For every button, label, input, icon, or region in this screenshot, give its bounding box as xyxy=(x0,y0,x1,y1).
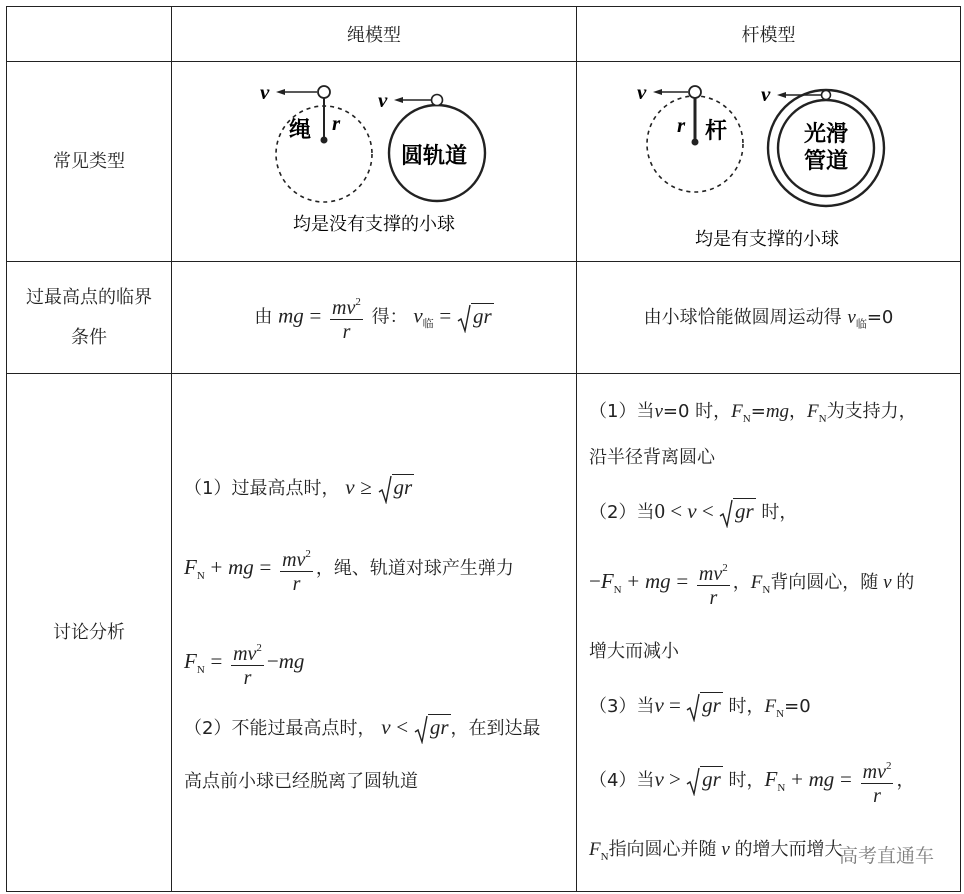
math-mg: mg xyxy=(644,569,671,593)
rod-analysis-line6: （3）当v = gr 时，$F_N=0$ xyxy=(589,692,811,726)
rope-critical-prefix: 由 xyxy=(254,306,273,328)
fraction: $\frac{mv^2}{r}$ xyxy=(231,637,264,690)
rod-analysis-cell xyxy=(577,374,961,892)
rope-analysis-line5: 高点前小球已经脱离了圆轨道 xyxy=(184,771,418,792)
physics-table xyxy=(6,6,961,892)
math-v: v xyxy=(381,715,391,739)
rod-center-dot xyxy=(692,139,699,146)
math-gr: gr xyxy=(702,767,721,791)
rope-note: 均是没有支撑的小球 xyxy=(293,214,455,235)
tube-v-label: v xyxy=(761,82,771,106)
rod-figure xyxy=(577,62,961,262)
rod-r-label: r xyxy=(677,113,686,137)
text: （2）当 xyxy=(589,502,655,523)
rod-types-cell xyxy=(577,62,961,262)
fraction: $\frac{mv^2}{r}$ xyxy=(280,543,313,596)
rod-analysis-line3: （2）当0 < v < gr 时， xyxy=(589,498,797,528)
math-gr: gr xyxy=(734,499,754,523)
text: =0 xyxy=(784,696,811,717)
math-fn: $F_N$ xyxy=(600,569,622,597)
text: =0 时， xyxy=(662,401,732,422)
rope-critical-sub: 临 xyxy=(422,317,434,331)
sqrt-symbol xyxy=(719,498,733,528)
header-rope: 绳模型 xyxy=(172,7,577,62)
math-fn: $F_N$ xyxy=(807,401,827,425)
math-v: v xyxy=(654,693,664,717)
rod-critical-sub: 临 xyxy=(855,317,867,331)
text: （1）过最高点时， xyxy=(184,478,340,499)
rod-analysis-line8: $F_N$指向圆心并随 v 的增大而增大 xyxy=(589,839,843,863)
math-fn: $F_N$ xyxy=(184,555,205,583)
math-gr: gr xyxy=(393,475,413,499)
rope-critical-cell: 由 mg = $\frac{mv^2}{r}$ 得： $v_临$ = gr xyxy=(172,262,577,374)
tube-inner-circle xyxy=(778,100,874,196)
fraction: $\frac{mv^2}{r}$ xyxy=(697,557,730,610)
rod-analysis-line5: 增大而减小 xyxy=(589,641,679,662)
track-v-label: v xyxy=(378,88,388,112)
track-arrow-head xyxy=(394,97,403,103)
text: 时， xyxy=(728,770,765,791)
math-v: v xyxy=(687,499,697,523)
rope-ball xyxy=(318,86,330,98)
rod-analysis-line2: 沿半径背离圆心 xyxy=(589,447,715,468)
math-mg: mg xyxy=(228,555,254,579)
text: 为支持力， xyxy=(826,401,917,422)
text: 指向圆心并随 xyxy=(608,839,717,860)
rod-analysis-line7: （4）当v > gr 时，$F_N$ + mg = $\frac{mv^2}{r}$ ， xyxy=(589,754,914,813)
math-v: v xyxy=(654,767,664,791)
rope-critical-v: v xyxy=(413,303,423,328)
math-v: v xyxy=(345,475,355,499)
text: 的 xyxy=(896,572,915,593)
math-mg: mg xyxy=(808,767,835,791)
frac-num: mv xyxy=(332,297,356,319)
watermark: 高考直通车 xyxy=(838,845,934,867)
sqrt-symbol xyxy=(686,756,700,806)
rod-analysis-line1: （1）当v=0 时，$F_N=mg$，$F_N$为支持力， xyxy=(589,401,917,425)
sqrt-symbol xyxy=(414,714,428,744)
math-fn: $F_N$ xyxy=(184,649,205,677)
sqrt-symbol xyxy=(686,692,700,722)
rope-analysis-line1: （1）过最高点时， v ≥ gr xyxy=(184,474,414,504)
rod-v-label: v xyxy=(637,80,647,104)
rod-critical-end: =0 xyxy=(866,307,894,329)
math-fn: $F_N$ xyxy=(764,767,786,795)
rope-types-cell xyxy=(172,62,577,262)
rope-critical-eq: = xyxy=(309,303,322,328)
text: （4）当 xyxy=(589,770,655,791)
math-fn: $F_N$ xyxy=(750,572,771,596)
row-label-types: 常见类型 xyxy=(7,62,172,262)
rod-analysis-line4: $-F_N$ + mg = $\frac{mv^2}{r}$ ，$F_N$背向圆心，随 v 的 xyxy=(589,556,914,615)
rope-critical-mg: mg xyxy=(278,303,304,328)
tube-arrow-head xyxy=(777,92,786,98)
text: （1）当 xyxy=(589,401,655,422)
rope-figure xyxy=(172,62,577,262)
rod-char-label: 杆 xyxy=(705,119,728,144)
math-gr: gr xyxy=(429,715,449,739)
math-fn: $F_N$ xyxy=(589,839,609,863)
math-v: v xyxy=(654,401,663,422)
math-mg: mg xyxy=(278,649,305,673)
frac-den: r xyxy=(342,321,351,343)
row-label-analysis: 讨论分析 xyxy=(7,374,172,892)
rope-r-label: r xyxy=(332,111,341,135)
sqrt-content: gr xyxy=(472,303,492,328)
math-mg: mg xyxy=(765,401,790,422)
rope-arrow-head xyxy=(276,89,285,95)
sqrt-symbol xyxy=(457,303,471,333)
header-rod: 杆模型 xyxy=(577,7,961,62)
rod-ball xyxy=(689,86,701,98)
text: 的增大而增大 xyxy=(734,839,843,860)
rod-critical-v: v xyxy=(847,307,856,329)
text: 时， xyxy=(761,502,798,523)
rope-analysis-line4: （2）不能过最高点时， v < gr ，在到达最 xyxy=(184,714,541,744)
rope-analysis-cell xyxy=(172,374,577,892)
text: 背向圆心，随 xyxy=(770,572,879,593)
track-label: 圆轨道 xyxy=(401,144,468,169)
math-fn: $F_N$ xyxy=(731,401,751,425)
rod-note: 均是有支撑的小球 xyxy=(695,229,839,250)
text: （2）不能过最高点时， xyxy=(184,718,376,739)
rod-arrow-head xyxy=(653,89,662,95)
tube-label-1: 光滑 xyxy=(803,122,849,147)
text: 时， xyxy=(728,696,765,717)
tube-outer-circle xyxy=(768,90,884,206)
rope-char-label: 绳 xyxy=(289,118,312,143)
math-fn: $F_N$ xyxy=(764,696,785,720)
critical-label-line2: 条件 xyxy=(71,326,107,348)
sqrt-symbol xyxy=(378,474,392,504)
row-label-critical xyxy=(7,262,172,374)
rope-critical-get: 得： xyxy=(371,306,408,328)
math-gr: gr xyxy=(702,693,721,717)
header-empty xyxy=(7,7,172,62)
rope-center-dot xyxy=(321,137,328,144)
text: ，在到达最 xyxy=(450,718,541,739)
text: （3）当 xyxy=(589,696,655,717)
tube-label-2: 管道 xyxy=(803,149,849,174)
rope-critical-fraction: $\frac{mv^2}{r}$ xyxy=(330,291,363,344)
rope-analysis-line2: $F_N$ + mg = $\frac{mv^2}{r}$ ，绳、轨道对球产生弹力 xyxy=(184,542,514,601)
text: ，绳、轨道对球产生弹力 xyxy=(315,558,514,579)
rope-analysis-line3: $F_N$ = $\frac{mv^2}{r}$ −mg xyxy=(184,636,304,695)
track-ball xyxy=(432,95,443,106)
critical-label-line1: 过最高点的临界 xyxy=(26,286,152,308)
rope-v-label: v xyxy=(260,80,270,104)
tube-ball xyxy=(822,91,831,100)
fraction: $\frac{mv^2}{r}$ xyxy=(861,755,894,808)
rod-critical-text: 由小球恰能做圆周运动得 xyxy=(643,307,842,329)
rod-critical-cell xyxy=(577,262,961,374)
